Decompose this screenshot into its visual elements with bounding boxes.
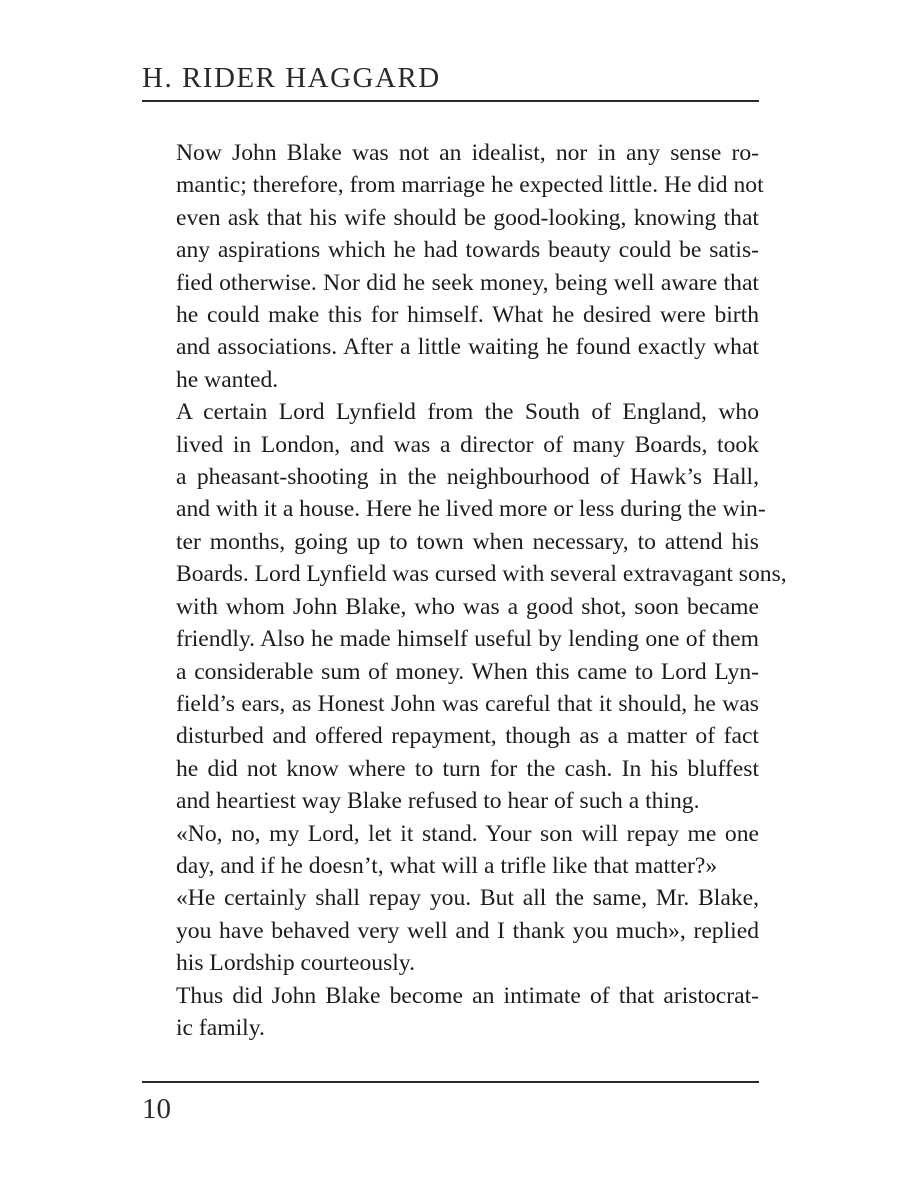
text-line: «No, no, my Lord, let it stand. Your son will repay me one (176, 820, 759, 847)
text-line: friendly. Also he made himself useful by lending one of them (176, 626, 759, 653)
text-line: disturbed and offered repayment, though as a matter of fact (176, 723, 759, 750)
text-line: A certain Lord Lynfield from the South of England, who (176, 399, 759, 426)
header-rule (142, 100, 759, 102)
text-line: a pheasant-shooting in the neighbourhood of Hawk’s Hall, (176, 464, 759, 491)
text-line: and associations. After a little waiting he found exactly what (176, 334, 759, 361)
text-line: even ask that his wife should be good-looking, knowing that (176, 204, 759, 231)
text-line: ic family. (176, 1014, 265, 1041)
footer-rule (142, 1081, 759, 1083)
paragraph-1 (142, 137, 764, 396)
text-line: he did not know where to turn for the cash. In his bluffest (176, 755, 759, 782)
text-line: Boards. Lord Lynfield was cursed with several extravagant sons, (176, 561, 787, 588)
text-line: day, and if he doesn’t, what will a trifle like that matter?» (176, 852, 718, 879)
text-line: lived in London, and was a director of many Boards, took (176, 431, 759, 458)
text-line: ter months, going up to town when necessary, to attend his (176, 528, 759, 555)
text-line: he could make this for himself. What he desired were birth (176, 302, 759, 329)
text-line: «He certainly shall repay you. But all the same, Mr. Blake, (176, 885, 759, 912)
text-line: you have behaved very well and I thank you much», replied (176, 917, 759, 944)
paragraph-5 (142, 980, 759, 1045)
paragraph-3 (142, 818, 759, 883)
running-head-author: H. RIDER HAGGARD (142, 62, 441, 94)
text-line: any aspirations which he had towards beauty could be satis- (176, 237, 759, 264)
paragraph-4 (142, 882, 759, 979)
text-line: Now John Blake was not an idealist, nor in any sense ro- (176, 140, 759, 166)
text-line: with whom John Blake, who was a good shot, soon became (176, 593, 759, 620)
text-line: a considerable sum of money. When this came to Lord Lyn- (176, 658, 759, 685)
text-line: mantic; therefore, from marriage he expected little. He did not (176, 172, 764, 199)
text-line: field’s ears, as Honest John was careful that it should, he was (176, 690, 759, 717)
body-text (142, 137, 787, 1044)
text-line: Thus did John Blake become an intimate of that aristocrat- (176, 982, 759, 1009)
text-line: his Lordship courteously. (176, 950, 415, 977)
text-line: fied otherwise. Nor did he seek money, being well aware that (176, 269, 759, 296)
text-line: he wanted. (176, 366, 279, 393)
page-number: 10 (142, 1093, 171, 1125)
text-line: and with it a house. Here he lived more or less during the win- (176, 496, 766, 523)
text-line: and heartiest way Blake refused to hear of such a thing. (176, 788, 700, 815)
paragraph-2 (142, 396, 787, 817)
